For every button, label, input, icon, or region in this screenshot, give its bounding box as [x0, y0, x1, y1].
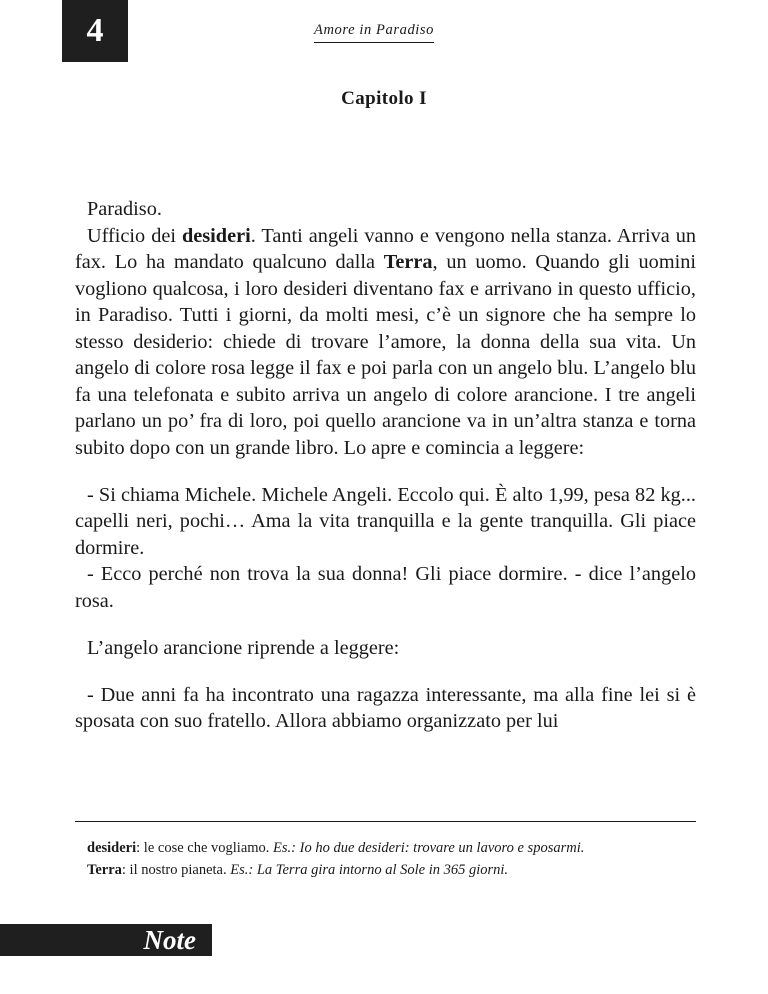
paragraph-3: - Si chiama Michele. Michele Angeli. Eccolo qui. È alto 1,99, pesa 82 kg... capelli neri, pochi… Ama la vita tranquilla e la gente tranquilla. Gli piace dormire. [75, 483, 696, 559]
body-text [75, 196, 696, 735]
page-number [62, 0, 128, 62]
footnotes [75, 837, 696, 881]
paragraph-6: - Due anni fa ha incontrato una ragazza interessante, ma alla fine lei si è sposata con suo fratello. Allora abbiamo organizzato per lui [75, 683, 696, 732]
paragraph-4: - Ecco perché non trova la sua donna! Gli piace dormire. - dice l’angelo rosa. [75, 563, 696, 612]
footnote-term: Terra [87, 862, 122, 878]
paragraph-2-part-a: Ufficio dei [87, 224, 182, 247]
paragraph-gap [75, 614, 696, 635]
page-number-text: 4 [86, 12, 104, 49]
footnote-term: desideri [87, 840, 137, 856]
running-title: Amore in Paradiso [314, 22, 434, 43]
footnote-definition: : le cose che vogliamo. [136, 840, 274, 856]
note-label [0, 924, 212, 956]
glossary-term-terra: Terra [383, 251, 433, 273]
paragraph-2-part-c: , un uomo. Quando gli uomini vogliono qualcosa, i loro desideri diventano fax e arrivano in questo ufficio, in Paradiso. Tutti i giorni, da molti mesi, c’è un signore che ha sempre lo stesso desiderio: chiede di trovare l’amore, la donna della sua vita. Un angelo di colore rosa legge il fax e poi parla con un angelo blu. L’angelo blu fa una telefonata e subito arriva un angelo di colore arancione. I tre angeli parlano un po’ fra di loro, poi quello arancione va in un’altra stanza e torna subito dopo con un grande libro. Lo apre e comincia a leggere: [75, 251, 697, 459]
paragraph-gap [75, 461, 696, 482]
footnote-terra [75, 859, 696, 881]
footnote-desideri [75, 837, 696, 859]
paragraph-5: L’angelo arancione riprende a leggere: [87, 636, 400, 659]
footnote-definition: : il nostro pianeta. [121, 862, 231, 878]
paragraph-2 [75, 223, 696, 462]
footnote-divider [75, 821, 696, 822]
note-label-text: Note [143, 924, 196, 955]
paragraph-2-part-b: . Tanti angeli vanno e vengono nella stanza. Arriva un fax. Lo ha mandato qualcuno dalla [75, 224, 697, 273]
paragraph-1: Paradiso. [87, 198, 162, 220]
paragraph-gap [75, 661, 696, 682]
footnote-example: Es.: La Terra gira intorno al Sole in 365 giorni. [230, 862, 509, 878]
glossary-term-desideri: desideri [181, 224, 251, 247]
footnote-example: Es.: Io ho due desideri: trovare un lavoro e sposarmi. [273, 840, 585, 856]
chapter-title: Capitolo I [341, 88, 427, 109]
